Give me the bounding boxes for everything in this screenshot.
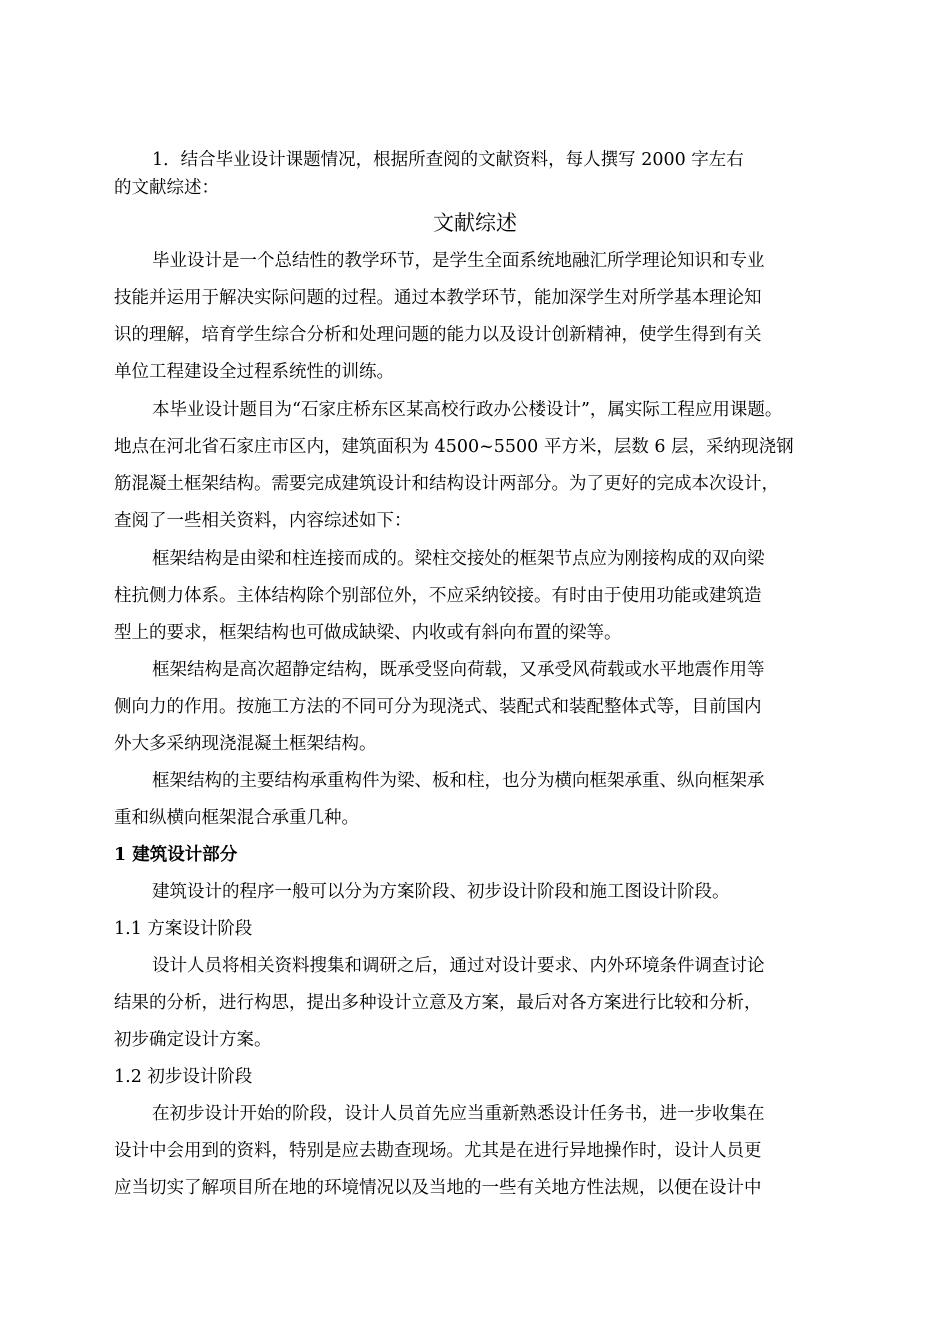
paragraph-line: 重和纵横向框架混合承重几种。 [114, 808, 359, 828]
paragraph-line: 筋混凝土框架结构。需要完成建筑设计和结构设计两部分。为了更好的完成本次设计， [114, 474, 779, 494]
paragraph-line: 单位工程建设全过程系统性的训练。 [114, 362, 394, 382]
paragraph-line: 外大多采纳现浇混凝土框架结构。 [114, 734, 377, 754]
paragraph-line: 地点在河北省石家庄市区内，建筑面积为 4500~5500 平方米，层数 6 层，采纳现浇钢 [114, 437, 794, 457]
paragraph-line: 侧向力的作用。按施工方法的不同可分为现浇式、装配式和装配整体式等，目前国内 [114, 697, 762, 717]
paragraph-line: 应当切实了解项目所在地的环境情况以及当地的一些有关地方性法规，以便在设计中 [114, 1178, 762, 1198]
paragraph-line: 技能并运用于解决实际问题的过程。通过本教学环节，能加深学生对所学基本理论知 [114, 288, 762, 308]
paragraph-line: 设计中会用到的资料，特别是应去勘查现场。尤其是在进行异地操作时，设计人员更 [114, 1141, 762, 1161]
document-title: 文献综述 [433, 211, 517, 235]
paragraph-line: 识的理解，培育学生综合分析和处理问题的能力以及设计创新精神，使学生得到有关 [114, 325, 762, 345]
paragraph-line: 毕业设计是一个总结性的教学环节，是学生全面系统地融汇所学理论知识和专业 [152, 251, 765, 271]
paragraph-line: 查阅了一些相关资料，内容综述如下： [114, 511, 412, 531]
paragraph-line: 初步确定设计方案。 [114, 1030, 272, 1050]
intro-line-1: 1．结合毕业设计课题情况，根据所查阅的文献资料，每人撰写 2000 字左右 [152, 150, 744, 170]
paragraph-line: 框架结构是由梁和柱连接而成的。梁柱交接处的框架节点应为刚接构成的双向梁 [152, 549, 765, 569]
paragraph-line: 框架结构是高次超静定结构，既承受竖向荷载，又承受风荷载或水平地震作用等 [152, 660, 765, 680]
paragraph-line: 框架结构的主要结构承重构件为梁、板和柱，也分为横向框架承重、纵向框架承 [152, 771, 765, 791]
paragraph-line: 结果的分析，进行构思，提出多种设计立意及方案，最后对各方案进行比较和分析， [114, 993, 762, 1013]
paragraph-line: 型上的要求，框架结构也可做成缺梁、内收或有斜向布置的梁等。 [114, 623, 622, 643]
intro-line-2: 的文献综述： [114, 178, 219, 198]
section-heading: 1 建筑设计部分 [114, 845, 238, 865]
paragraph-line: 本毕业设计题目为“石家庄桥东区某高校行政办公楼设计”，属实际工程应用课题。 [152, 400, 783, 420]
subsection-heading: 1.2 初步设计阶段 [114, 1067, 253, 1087]
paragraph-line: 柱抗侧力体系。主体结构除个别部位外，不应采纳铰接。有时由于使用功能或建筑造 [114, 586, 762, 606]
paragraph-line: 在初步设计开始的阶段，设计人员首先应当重新熟悉设计任务书，进一步收集在 [152, 1104, 765, 1124]
section-intro: 建筑设计的程序一般可以分为方案阶段、初步设计阶段和施工图设计阶段。 [152, 882, 730, 902]
subsection-heading: 1.1 方案设计阶段 [114, 919, 253, 939]
paragraph-line: 设计人员将相关资料搜集和调研之后，通过对设计要求、内外环境条件调查讨论 [152, 956, 765, 976]
